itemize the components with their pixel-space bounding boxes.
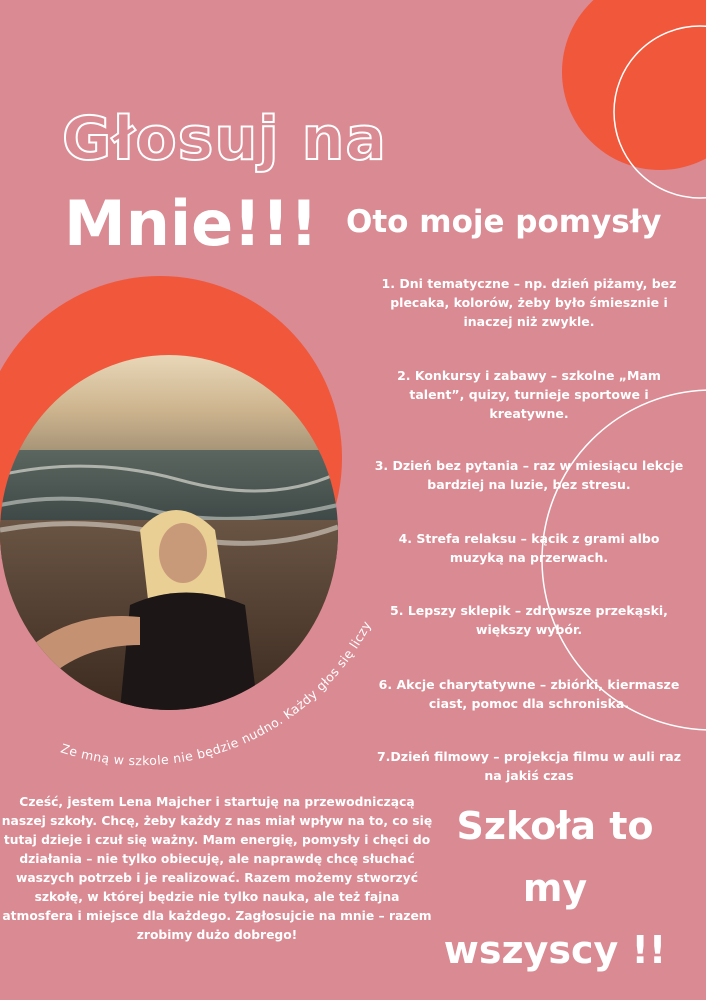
about-paragraph: Cześć, jestem Lena Majcher i startuję na przewodniczącą naszej szkoły. Chcę, żeby każdy z nas miał wpływ na to, co się tutaj dzieje i czuł się ważny. Mam energię, pomysły i chęci do działania – nie tylko obiecuję, ale naprawdę chcę słuchać waszych potrzeb i je realizować. Razem możemy stworzyć szkołę, w której będzie nie tylko nauka, ale też fajna atmosfera i miejsce dla każdego. Zagłosujcie na mnie – razem zrobimy dużo dobrego! <box>1 795 433 942</box>
top-right-orange-circle <box>562 0 706 170</box>
candidate-photo <box>0 355 338 710</box>
idea-item: 2. Konkursy i zabawy – szkolne „Mam talent”, quizy, turnieje sportowe i kreatywne. <box>397 368 661 421</box>
idea-item: 5. Lepszy sklepik – zdrowsze przekąski, większy wybór. <box>390 603 668 637</box>
idea-item: 4. Strefa relaksu – kącik z grami albo muzyką na przerwach. <box>398 531 660 565</box>
idea-item: 1. Dni tematyczne – np. dzień piżamy, bez plecaka, kolorów, żeby było śmiesznie i inaczej niż zwykle. <box>381 276 677 329</box>
top-right-outline-circle <box>614 26 706 198</box>
arc-slogan-textpath: Ze mną w szkole nie będzie nudno. Każdy głos się liczy <box>59 618 375 769</box>
motto-line: wszyscy !! <box>443 928 667 972</box>
photo-image <box>0 355 338 710</box>
motto-line: my <box>522 866 588 910</box>
idea-item: 3. Dzień bez pytania – raz w miesiącu lekcje bardziej na luzie, bez stresu. <box>374 458 684 492</box>
idea-item: 7.Dzień filmowy – projekcja filmu w auli raz na jakiś czas <box>376 749 682 783</box>
title-outline: Głosuj na <box>62 104 387 174</box>
title-solid: Mnie!!! <box>64 187 318 260</box>
idea-item: 6. Akcje charytatywne – zbiórki, kiermasze ciast, pomoc dla schroniska. <box>378 677 680 711</box>
motto-line: Szkoła to <box>456 804 654 848</box>
ideas-heading: Oto moje pomysły <box>346 204 662 240</box>
motto <box>420 795 690 981</box>
